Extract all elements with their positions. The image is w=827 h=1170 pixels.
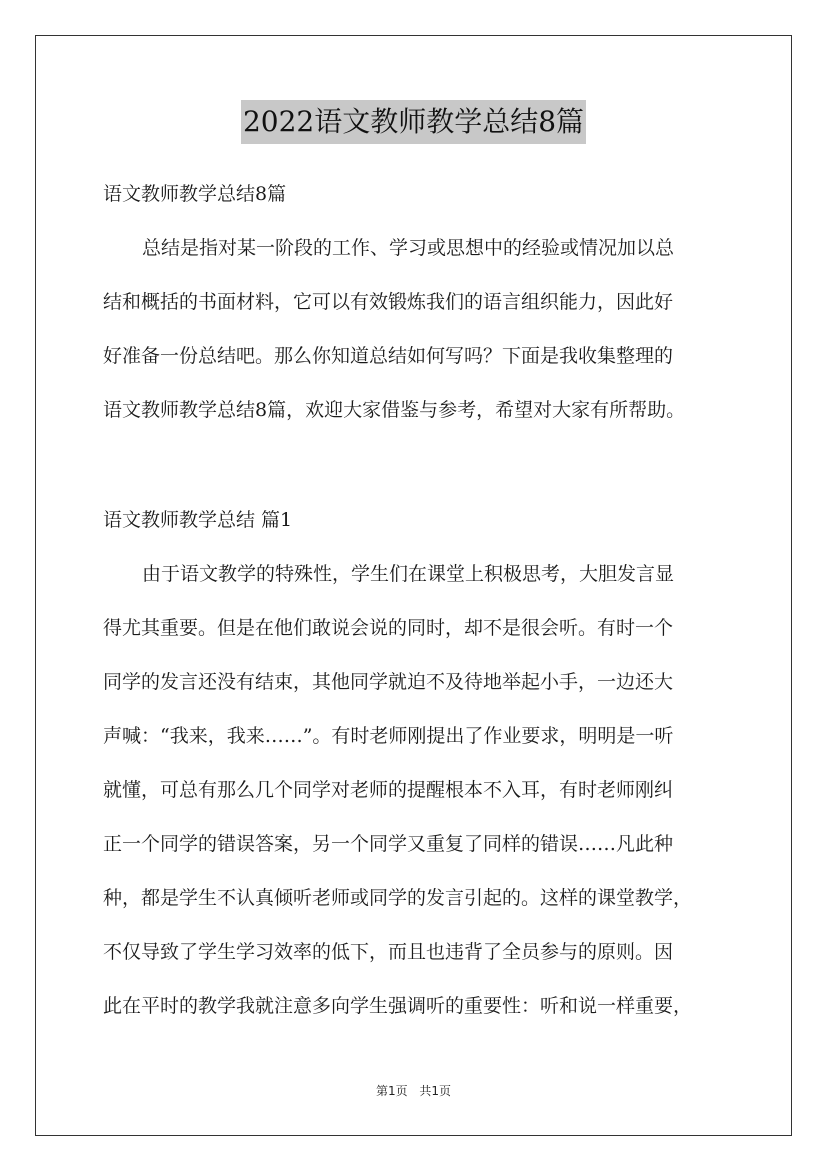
- intro-line-1: 总结是指对某一阶段的工作、学习或思想中的经验或情况加以总: [142, 237, 675, 259]
- page-number-current: 第1页: [375, 1084, 408, 1098]
- body-line-8: 不仅导致了学生学习效率的低下，而且也违背了全员参与的原则。因: [103, 941, 674, 963]
- intro-line-3: 好准备一份总结吧。那么你知道总结如何写吗？下面是我收集整理的: [103, 345, 674, 367]
- body-line-9: 此在平时的教学我就注意多向学生强调听的重要性：听和说一样重要，: [103, 995, 693, 1017]
- body-line-5: 就懂，可总有那么几个同学对老师的提醒根本不入耳，有时老师刚纠: [103, 779, 674, 801]
- intro-line-2: 结和概括的书面材料，它可以有效锻炼我们的语言组织能力，因此好: [103, 291, 674, 313]
- document-subtitle: 语文教师教学总结8篇: [103, 183, 287, 205]
- intro-line-4: 语文教师教学总结8篇，欢迎大家借鉴与参考，希望对大家有所帮助。: [103, 399, 686, 421]
- body-line-3: 同学的发言还没有结束，其他同学就迫不及待地举起小手，一边还大: [103, 671, 674, 693]
- page-footer: [0, 1082, 827, 1100]
- body-line-6: 正一个同学的错误答案，另一个同学又重复了同样的错误……凡此种: [103, 833, 674, 855]
- body-line-2: 得尤其重要。但是在他们敢说会说的同时，却不是很会听。有时一个: [103, 617, 674, 639]
- body-line-4: 声喊：“我来，我来……”。有时老师刚提出了作业要求，明明是一听: [103, 725, 674, 747]
- section-heading: 语文教师教学总结 篇1: [103, 509, 293, 531]
- document-title: 2022语文教师教学总结8篇: [241, 100, 586, 144]
- title-container: [0, 100, 827, 144]
- body-line-7: 种，都是学生不认真倾听老师或同学的发言引起的。这样的课堂教学，: [103, 887, 693, 909]
- page-number-total: 共1页: [419, 1084, 452, 1098]
- body-line-1: 由于语文教学的特殊性，学生们在课堂上积极思考，大胆发言显: [142, 563, 675, 585]
